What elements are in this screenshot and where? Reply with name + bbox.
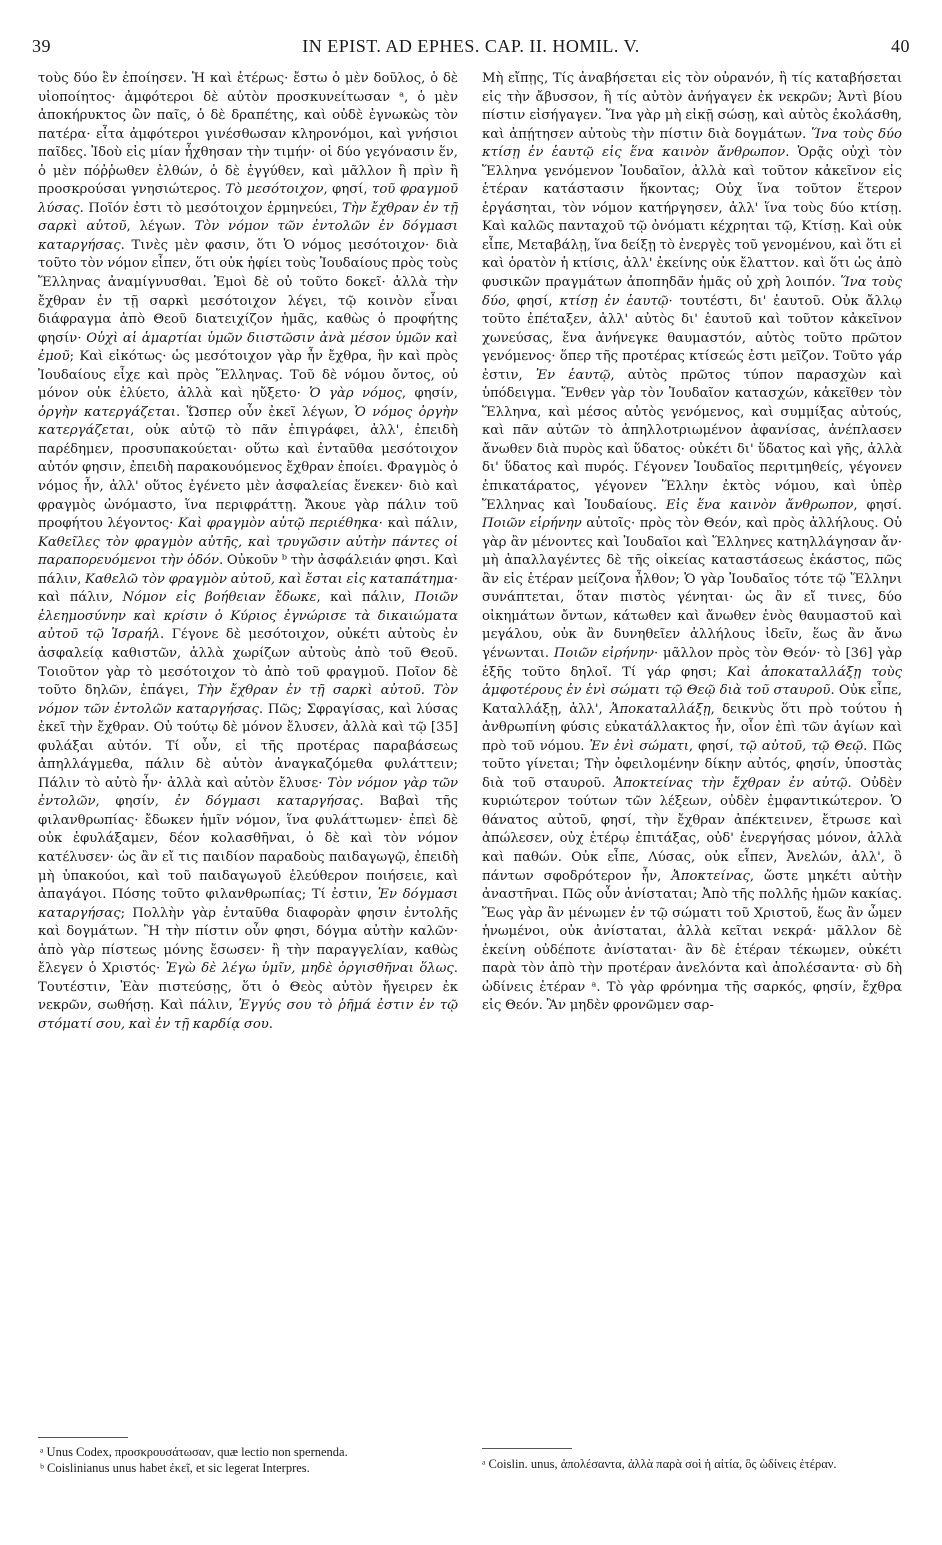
left-text-segment: . Πῶς; Σφραγίσας, καὶ λύσας ἐκεῖ τὴν ἔχθραν. Οὐ τούτῳ δὲ μόνον ἔλυσεν, ἀλλὰ καὶ τῷ [35] φυλάξαι αὐτόν. Τί οὖν, εἰ τῆς προτέρας παραβάσεως ἀπηλλάγμεθα, πάλιν δὲ αὐτὸν ἀναγκαζόμεθα φυλάττειν; Πάλιν τὸ αὐτὸ ἦν· ἀλλὰ καὶ αὐτὸν ἔλυσε· [38, 701, 458, 791]
left-text-italic-segment: Τὸν νόμον γὰρ τῶν ἐντολῶν [38, 775, 458, 810]
right-text-segment: , φησί. [853, 497, 902, 513]
left-text-italic-segment: Τὴν ἔχθραν ἐν τῇ σαρκὶ αὐτοῦ. Τὸν νόμον τῶν ἐντολῶν καταργήσας [38, 683, 458, 717]
left-text-segment: · καὶ πάλιν, [38, 571, 458, 606]
right-text-italic-segment: Ἐν ἑνὶ σώματι [589, 738, 689, 754]
left-text-segment: , φησίν, [401, 386, 458, 402]
footnotes-right [482, 1456, 902, 1472]
left-text-italic-segment: Καθελῶ τὸν φραγμὸν αὐτοῦ, καὶ ἔσται εἰς καταπάτημα [85, 571, 454, 587]
right-text-segment: Μὴ εἴπῃς, Τίς ἀναβήσεται εἰς τὸν οὐρανόν, ἢ τίς καταβήσεται εἰς τὴν ἄβυσσον, ἢ τίς αὐτὸν ἀνήγαγεν ἐκ νεκρῶν; Ἀντὶ βίου πίστιν εἰσήγαγεν. Ἵνα γὰρ μὴ εἰκῇ σώσῃ, καὶ αὐτὸς ἐκολάσθη, καὶ ἀπῄτησεν αὐτοὺς τὴν πίστιν διὰ δογμάτων. [482, 71, 902, 142]
footnote-left-segment: ᵇ Coislinianus unus habet ἐκεῖ, et sic legerat Interpres. [40, 1461, 310, 1475]
footnote-left-segment: προσκρουσάτωσαν [114, 1445, 211, 1459]
left-text-italic-segment: Τὴν ἔχθραν ἐν τῇ σαρκὶ αὐτοῦ [38, 200, 459, 235]
left-text-italic-segment: Ἐγγύς σου τὸ ῥῆμά ἐστιν ἐν τῷ στόματί σου, καὶ ἐν τῇ καρδίᾳ σου [38, 998, 458, 1032]
right-text-segment: · μᾶλλον πρὸς τὸν Θεόν· τὸ [36] γὰρ ἑξῆς τοῦτο δηλοῖ. Τί γάρ φησι; [482, 645, 902, 680]
left-text-segment: . Γέγονε δὲ μεσότοιχον, οὐκέτι αὐτοὺς ἐν ἀσφαλείᾳ καθιστῶν, ἀλλὰ χωρίζων αὐτοὺς ἀπὸ τοῦ Θεοῦ. Τοιοῦτον γὰρ τὸ μεσότοιχον τὸ ἀπὸ τοῦ φραγμοῦ. Ποῖον δὲ τοῦτο δηλῶν, ἐπάγει, [38, 627, 458, 699]
right-text-italic-segment: Ἵνα τοὺς δύο κτίσῃ ἐν ἑαυτῷ εἰς ἕνα καινὸν ἄνθρωπον [482, 126, 902, 161]
left-text-italic-segment: ἐν δόγμασι καταργήσας [174, 794, 360, 810]
right-text-segment: αὐτοῖς· πρὸς τὸν Θεόν, καὶ πρὸς ἀλλήλους. Οὐ γὰρ ἂν μένοντες καὶ Ἰουδαῖοι καὶ Ἕλληνες κατηλλάγησαν ἄν· μὴ ἀπαλλαγέντες δὲ τῆς οἰκείας καταστάσεως ἑκάστος, πῶς ἂν εἰς ἑτέραν μείζονα ἦλθον; Ὁ γὰρ Ἰουδαῖος τότε τῷ Ἕλληνι συνάπτεται, ὅταν πιστὸς γένηται· ὡς ἂν εἴ τινες, δύο οἰκημάτων ὄντων, κάτωθεν καὶ ἄνωθεν ἑνὸς θαυμαστοῦ καὶ μεγάλου, οὐκ ἂν δυνηθεῖεν ἀλλήλους ἰδεῖν, ἕως ἂν ἄνω γένωνται. [482, 516, 902, 661]
right-text-segment: , φησί, [505, 293, 560, 309]
right-text-segment: · τουτέστι, δι' ἑαυτοῦ. Οὐκ ἄλλῳ τοῦτο ἐπέταξεν, ἀλλ' αὐτὸς δι' ἑαυτοῦ καὶ τοῦτον κἀκεῖνον χωνεύσας, ἕνα ἀνήνεγκε θαυμαστόν, αὐτὸς τοῦτο πρῶτον γενόμενος· ὅπερ τῆς προτέρας κτίσεώς ἐστι μεῖζον. Τοῦτο γάρ ἐστιν, [482, 293, 903, 383]
left-text-segment: , φησί, [323, 182, 373, 198]
footnotes-left [40, 1444, 460, 1476]
right-column-text [482, 70, 902, 1016]
right-text-segment: , φησί, [688, 738, 739, 754]
right-text-italic-segment: Ἐν ἑαυτῷ [535, 367, 611, 383]
left-text-segment: · καὶ πάλιν, [378, 516, 458, 532]
right-text-italic-segment: Ἀποκτείνας [671, 868, 750, 884]
left-text-italic-segment: Τὸ μεσότοιχον [225, 182, 324, 198]
left-text-segment: ; Πολλὴν γὰρ ἐνταῦθα διαφορὰν φησιν ἐντολῆς καὶ δογμάτων. Ἢ τὴν πίστιν οὖν φησι, δόγμα αὐτὴν καλῶν· ἀπὸ γὰρ πίστεως μόνης ἔσωσεν· ἢ τὴν παραγγελίαν, καθὼς ἔλεγεν ὁ Χριστός· [38, 905, 458, 977]
left-text-segment: . Ὥσπερ οὖν ἐκεῖ λέγων, [175, 404, 355, 420]
right-text-italic-segment: Ποιῶν εἰρήνην [482, 516, 582, 532]
left-text-segment: τοὺς δύο ἓν ἐποίησεν. Ἡ καὶ ἑτέρως· ἔστω ὁ μὲν δοῦλος, ὁ δὲ υἱοποίητος· ἀμφότεροι δὲ αὐτὸν προσκυνείτωσαν ᵃ, ὁ μὲν ἀποκήρυκτος ὢν παῖς, ὁ δὲ δραπέτης, καὶ οὐδὲ ἐγνωκὼς τὸν πατέρα· εἶτα ἀμφότεροι γινέσθωσαν κληρονόμοι, καὶ γνήσιοι παῖδες. Ἰδοὺ εἰς μίαν ἦχθησαν τὴν τιμήν· οἱ δύο γεγόνασιν ἕν, ὁ μὲν πόῤῥωθεν ἐλθών, ὁ δὲ ἐγγύθεν, καὶ μᾶλλον ἢ πρὶν ἢ προσκρούσαι γνησιώτερος. [38, 71, 458, 198]
running-head-title: IN EPIST. AD EPHES. CAP. II. HOMIL. V. [302, 36, 640, 56]
footnote-rule-right [482, 1448, 572, 1449]
right-text-segment: . Οὐδὲν κυριώτερον τούτων τῶν λέξεων, οὐδὲν ἐμφαντικώτερον. Ὁ θάνατος αὐτοῦ, φησί, τὴν ἔχθραν ἀπέκτεινεν, ἔτρωσε καὶ ἀπώλεσεν, οὐχ ἑτέρῳ ἐπιτάξας, οὐδ' ἐνεργήσας μόνον, ἀλλὰ καὶ παθών. Οὐκ εἶπε, Λύσας, οὐκ εἶπεν, Ἀνελών, ἀλλ', ὃ πάντων σφοδρότερον ἦν, [482, 775, 903, 884]
left-text-segment: , οὐκ αὐτῷ τὸ πᾶν ἐπιγράφει, ἀλλ', ἐπειδὴ παρέδημεν, προσυπακούεται· οὕτω καὶ ἐνταῦθα μεσότοιχον αὐτόν φησιν, ἐπειδὴ παρακουόμενος ἔχθραν ἐποίει. Φραγμὸς ὁ νόμος ἦν, ἀλλ' οὕτος ἐγένετο μὲν ἀσφαλείας ἕνεκεν· διὸ καὶ φραγμὸς ὠνόμαστο, ἵνα περιφράττῃ. Ἄκουε γὰρ πάλιν τοῦ προφήτου λέγοντος· [38, 423, 458, 532]
right-text-segment: . Πῶς τοῦτο γίνεται; Τὴν ὀφειλομένην δίκην αὐτός, φησίν, ὑποστὰς διὰ τοῦ σταυροῦ. [482, 738, 902, 791]
page-number-left: 39 [32, 36, 51, 56]
left-text-italic-segment: Καθεῖλες τὸν φραγμὸν αὐτῆς, καὶ τρυγῶσιν αὐτὴν πάντες οἱ παραπορευόμενοι τὴν ὁδόν [38, 534, 458, 569]
left-text-segment: . Βαβαὶ τῆς φιλανθρωπίας· ἔδωκεν ἡμῖν νόμον, ἵνα φυλάττωμεν· ἐπεὶ δὲ οὐκ ἐφυλάξαμεν, δέον κολασθῆναι, ὁ δὲ καὶ τὸν νόμον κατέλυσεν· ὡς ἂν εἴ τις παιδίον παραδοὺς παιδαγωγῷ, ἐπειδὴ μὴ ὑπακούοι, καὶ τοῦ παιδαγωγοῦ ἐλεύθερον ποιήσειε, καὶ ἀπαγάγοι. Πόσης τοῦτο φιλανθρωπίας; Τί ἐστιν, [38, 794, 458, 903]
right-text-italic-segment: Ἀποκαταλλάξῃ [609, 701, 711, 717]
left-column-text [38, 70, 458, 1034]
left-text-italic-segment: Ἐν δόγμασι καταργήσας [38, 887, 458, 921]
left-text-italic-segment: Καὶ φραγμὸν αὐτῷ περιέθηκα [178, 516, 379, 532]
left-text-italic-segment: Νόμον εἰς βοήθειαν ἔδωκε [122, 590, 317, 606]
left-text-italic-segment: Ποιῶν ἐλεημοσύνην καὶ κρίσιν ὁ Κύριος ἐγνώρισε τὰ δικαιώματα αὐτοῦ τῷ Ἰσραήλ [38, 590, 458, 643]
footnote-right-segment: ᵃ Coislin. unus, ἀπολέσαντα, ἀλλὰ παρὰ σοὶ ἡ αἰτία, ὃς ὠδίνεις ἑτέραν. [482, 1457, 837, 1471]
left-text-italic-segment: Οὐχὶ αἱ ἁμαρτίαι ὑμῶν διιστῶσιν ἀνὰ μέσον ὑμῶν καὶ ἐμοῦ [38, 330, 458, 365]
running-header [32, 36, 910, 64]
footnote-rule-left [38, 1437, 128, 1438]
left-text-segment: . Οὐκοῦν ᵇ τὴν ἀσφάλειάν φησι. Καὶ πάλιν, [38, 553, 458, 587]
right-text-italic-segment: Ἵνα τοὺς δύο [482, 275, 903, 309]
right-text-segment: . Ὁρᾷς οὐχὶ τὸν Ἕλληνα γενόμενον Ἰουδαῖον, ἀλλὰ καὶ τοῦτον κἀκεῖνον εἰς ἑτέραν κατάστασιν ἥκοντας; Οὐχ ἵνα τοῦτον ἕτερον ἐργάσηται, τὸν νόμον κατήργησεν, ἀλλ' ἵνα τοὺς δύο κτίσῃ. Καὶ καλῶς πανταχοῦ τῷ ὀνόματι κέχρηται τῷ, Κτίσῃ. Καὶ οὐκ εἶπε, Μεταβάλῃ, ἵνα δείξῃ τὸ ἐνεργὲς τοῦ γενομένου, καὶ ὅτι εἰ καὶ ὁρατὸν ἡ κτίσις, ἀλλ' ἐκείνης οὐκ ἔλαττον. καὶ ὅτι ὡς ἀπὸ φυσικῶν πραγμάτων ἀποπηδᾶν ἡμᾶς οὐ χρὴ λοιπόν. [482, 145, 902, 291]
left-text-italic-segment: Ὁ γὰρ νόμος [309, 386, 402, 402]
left-text-italic-segment: Ἐγὼ δὲ λέγω ὑμῖν, μηδὲ ὀργισθῆναι ὅλως [165, 961, 454, 977]
right-text-italic-segment: Εἰς ἕνα καινὸν ἄνθρωπον [665, 497, 854, 513]
right-text-italic-segment: Ἀποκτείνας τὴν ἔχθραν ἐν αὐτῷ [613, 775, 848, 791]
left-text-segment: ; Καὶ εἰκότως· ὡς μεσότοιχον γὰρ ἦν ἔχθρα, ἣν καὶ πρὸς Ἰουδαίους εἶχε καὶ πρὸς Ἕλληνας. Τοῦ δὲ νόμου ὄντος, οὐ μόνον οὐκ ἐλύετο, ἀλλὰ καὶ ηὔξετο· [38, 349, 458, 402]
left-text-segment: . [268, 1016, 273, 1032]
right-text-segment: , αὐτὸς πρῶτος τύπον παρασχὼν καὶ ὑπόδειγμα. Ἔνθεν γὰρ τὸν Ἰουδαῖον κατασχών, κἀκεῖθεν τὸν Ἕλληνα, καὶ μέσος αὐτὸς γενόμενος, καὶ συμμίξας αὐτούς, καὶ πᾶν αὐτῶν τὸ ἀπηλλοτριωμένον ἀφανίσας, ἀνέπλασεν ἄνωθεν διὰ πυρὸς καὶ ὕδατος· οὐκέτι δι' ὕδατος καὶ γῆς, ἀλλὰ δι' ὕδατος καὶ πυρός. Γέγονεν Ἰουδαῖος περιτμηθείς, γέγονεν ἐπικατάρατος, γέγονεν Ἕλλην ἐκτὸς νόμου, καὶ ὑπὲρ Ἕλληνας καὶ Ἰουδαίους. [482, 367, 902, 513]
right-column [482, 70, 902, 1016]
right-text-segment: , ὥστε μηκέτι αὐτὴν ἀναστῆναι. Πῶς οὖν ἀνίσταται; Ἀπὸ τῆς πολλῆς ἡμῶν κακίας. Ἕως γὰρ ἂν μένωμεν ἐν τῷ σώματι τοῦ Χριστοῦ, ἕως ἂν ὦμεν ἡνωμένοι, οὐκ ἀνίσταται, ἀλλὰ κεῖται νεκρά· μᾶλλον δὲ ἐκείνη οὐδέποτε ἀνίσταται· ἂν δὲ ἑτέραν τέκωμεν, οὐκέτι παρὰ τὸν ἀπὸ τὴν προτέραν ἀνελόντα καὶ ἀπολέσαντα· σὺ δὴ ὠδίνεις ἑτέραν ᵃ. Τὸ γὰρ φρόνημα τῆς σαρκός, φησίν, ἔχθρα εἰς Θεόν. Ἂν μηδὲν φρονῶμεν σαρ- [482, 868, 902, 1014]
left-column [38, 70, 458, 1034]
left-text-italic-segment: Ὁ νόμος ὀργὴν κατεργάζεται [38, 404, 459, 439]
left-text-italic-segment: τοῦ φραγμοῦ λύσας [38, 182, 459, 216]
footnote-left-segment: ᵃ Unus Codex, [40, 1445, 115, 1459]
right-text-italic-segment: κτίσῃ ἐν ἑαυτῷ [559, 293, 669, 309]
right-text-italic-segment: Ποιῶν εἰρήνην [553, 645, 654, 661]
left-text-segment: , λέγων. [126, 219, 195, 235]
right-text-segment: . Οὐκ εἶπε, Καταλλάξῃ, ἀλλ', [482, 683, 902, 717]
right-text-italic-segment: τῷ αὐτοῦ, τῷ Θεῷ [738, 738, 864, 754]
left-text-segment: . Ποῖόν ἐστι τὸ μεσότοιχον ἑρμηνεύει, [79, 200, 342, 216]
left-text-italic-segment: ὀργὴν κατεργάζεται [38, 404, 176, 420]
left-text-segment: . Τουτέστιν, Ἐὰν πιστεύσῃς, ὅτι ὁ Θεὸς αὐτὸν ἤγειρεν ἐκ νεκρῶν, σωθήσῃ. Καὶ πάλιν, [38, 961, 458, 1014]
left-text-segment: , καὶ πάλιν, [316, 590, 415, 606]
left-text-italic-segment: Τὸν νόμον τῶν ἐντολῶν ἐν δόγμασι καταργήσας [38, 219, 458, 253]
left-text-segment: , φησίν, [95, 794, 175, 810]
footnote-left-segment: , quæ lectio non spernenda. [210, 1445, 348, 1459]
right-text-italic-segment: Καὶ ἀποκαταλλάξῃ τοὺς ἀμφοτέρους ἐν ἑνὶ σώματι τῷ Θεῷ διὰ τοῦ σταυροῦ [482, 664, 902, 699]
page-number-right: 40 [891, 36, 910, 56]
left-text-segment: . Τινὲς μὲν φασιν, ὅτι Ὁ νόμος μεσότοιχον· διὰ τοῦτο τὸν νόμον εἶπεν, ὅτι οὐκ ἠφίει τοὺς Ἰουδαίους πρὸς τοὺς Ἕλληνας ἀναμίγνυσθαι. Ἐμοὶ δὲ οὐ τοῦτο δοκεῖ· ἀλλὰ τὴν ἔχθραν ἐν τῇ σαρκὶ μεσότοιχον λέγει, τῷ κοινὸν εἶναι διάφραγμα ἀπὸ Θεοῦ διατειχίζον ἡμᾶς, καθὼς ὁ προφήτης φησίν· [38, 237, 458, 346]
right-text-segment: , δεικνὺς ὅτι πρὸ τούτου ἡ ἀνθρωπίνη φύσις εὐκατάλλακτος ἦν, οἷον ἐπὶ τῶν ἁγίων καὶ πρὸ τοῦ νόμου. [482, 701, 902, 754]
